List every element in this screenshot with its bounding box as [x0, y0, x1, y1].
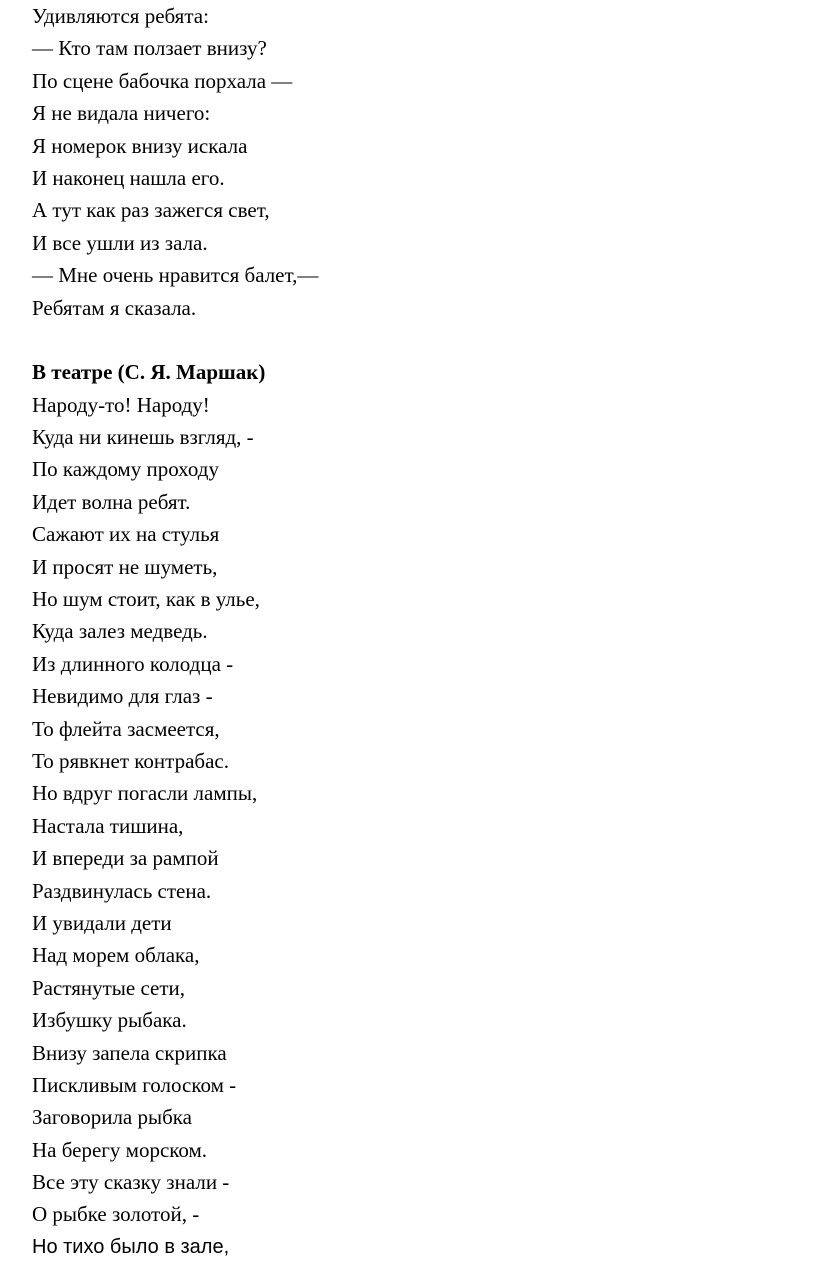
poem-title: В театре (С. Я. Маршак) [32, 360, 266, 385]
poem-line: По сцене бабочка порхала — [32, 68, 293, 93]
poem-in-theatre [32, 356, 792, 1263]
poem-line: Раздвинулась стена. [32, 878, 212, 903]
poem-line: Невидимо для глаз - [32, 684, 213, 709]
poem-line: Идет волна ребят. [32, 489, 191, 514]
poem-line: Сажают их на стулья [32, 522, 220, 547]
poem-line: И просят не шуметь, [32, 554, 218, 579]
poem-line: Но вдруг погасли лампы, [32, 781, 258, 806]
poem-line: То рявкнет контрабас. [32, 748, 229, 773]
poem-line: И впереди за рампой [32, 846, 219, 871]
poem-line: Все эту сказку знали - [32, 1170, 230, 1195]
poem-line: Из длинного колодца - [32, 651, 234, 676]
poem-line: Я не видала ничего: [32, 101, 211, 126]
poem-line: Куда ни кинешь взгляд, - [32, 425, 254, 450]
poem-line: — Кто там ползает внизу? [32, 36, 267, 61]
poem-line: Избушку рыбака. [32, 1008, 187, 1033]
blank-line [32, 324, 792, 356]
poem-line: И наконец нашла его. [32, 165, 225, 190]
poem-line: Над морем облака, [32, 943, 200, 968]
poem-line: Настала тишина, [32, 813, 184, 838]
poem-line: Народу-то! Народу! [32, 392, 210, 417]
poem-line: — Мне очень нравится балет,— [32, 263, 319, 288]
poem-line: Куда залез медведь. [32, 619, 208, 644]
poem-line: Растянутые сети, [32, 975, 186, 1000]
poem-line: Но шум стоит, как в улье, [32, 587, 260, 612]
poem-excerpt [32, 0, 792, 324]
poem-line: Удивляются ребята: [32, 4, 209, 28]
poem-line: Ребятам я сказала. [32, 295, 197, 320]
poem-line: А тут как раз зажегся свет, [32, 198, 270, 223]
poem-line: Пискливым голоском - [32, 1072, 237, 1097]
poem-line: Внизу запела скрипка [32, 1040, 227, 1065]
poem-line: И увидали дети [32, 910, 172, 935]
poem-line: И все ушли из зала. [32, 230, 208, 255]
poem-line: О рыбке золотой, - [32, 1202, 200, 1227]
document-page [32, 0, 792, 1263]
poem-line: Но тихо было в зале, [32, 1235, 230, 1258]
poem-line: То флейта засмеется, [32, 716, 220, 741]
poem-line: Заговорила рыбка [32, 1105, 192, 1130]
poem-line: Я номерок внизу искала [32, 133, 248, 158]
poem-line: По каждому проходу [32, 457, 219, 482]
poem-line: На берегу морском. [32, 1137, 208, 1162]
